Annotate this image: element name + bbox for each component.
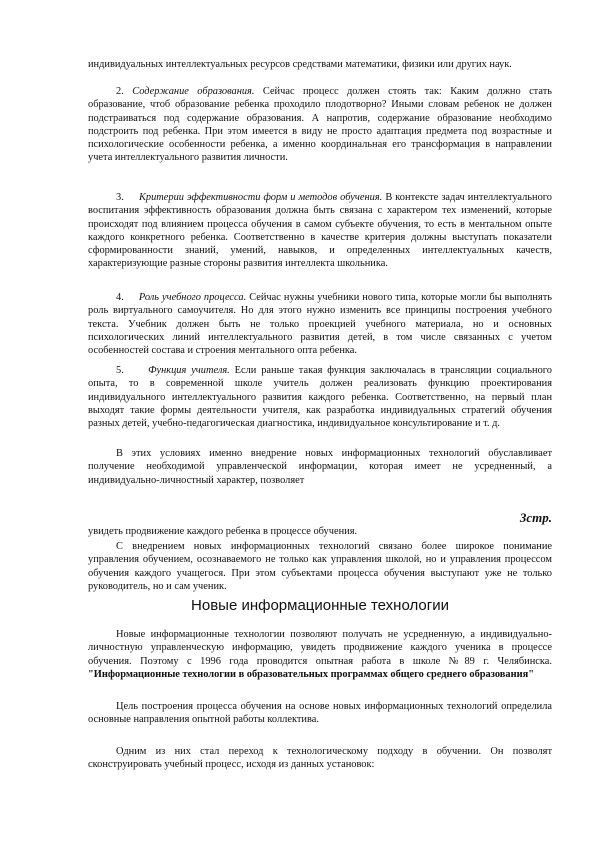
item-number: 3.: [116, 192, 124, 203]
item-number: 2.: [116, 86, 124, 97]
item-text: Сейчас нужны учебники нового типа, которые могли бы выполнять роль виртуального самоучителя. Но для этого нужно изменить все принципы построения учебного текста. Учебник должен быть не только проекцией учебного материала, но и основных психологических линий интеллектуального развития детей, в том числе связанных с учетом особенностей состава и строения ментального опта ребенка.: [88, 292, 552, 357]
item-title: Содержание образования.: [132, 86, 255, 97]
item-title: Функция учителя.: [148, 365, 230, 376]
item-text: Сейчас процесс должен стоять так: Каким должно стать образование, чтоб образование ребенка проходило плодотворно? Иными словам ребенок не должен подстраиваться под содержание образования. А напротив, содержание образование необходимо подстроить под ребенка. При этом имеется в виду не просто адаптация предмета под возрастные и психологические особенности ребенка, а именно координальная его трансформация в направлении учета интеллектуального развития личности.: [88, 86, 552, 164]
item-title: Роль учебного процесса.: [138, 292, 247, 303]
paragraph-approach: Одним из них стал переход к технологическому подходу в обучении. Он позволят сконструировать учебный процесс, исходя из данных установок:: [88, 746, 552, 771]
paragraph-conditions: В этих условиях именно внедрение новых информационных технологий обуславливает получение необходимой управленческой информации, которая имеет не усредненный, а индивидуально-личностный характер, позволяет: [88, 448, 552, 486]
paragraph-goal: Цель построения процесса обучения на основе новых информационных технологий определила основные направления опытной работы коллектива.: [88, 701, 552, 726]
list-item-content: [88, 85, 552, 165]
list-item-criteria: [88, 191, 552, 271]
paragraph-intro: индивидуальных интеллектуальных ресурсов средствами математики, физики или других наук.: [88, 59, 512, 70]
program-title: "Информационные технологии в образовательных программах общего среднего образования": [88, 668, 534, 680]
paragraph-text: Новые информационные технологии позволяют получать не усредненную, а индивидуально-личностную управленческую информацию, увидеть продвижение каждого ученика в процессе обучения. Поэтому с 1996 года проводится опытная работа в школе №89 г. Челябинска.: [88, 629, 552, 667]
paragraph-continuation: увидеть продвижение каждого ребенка в процессе обучения.: [88, 526, 358, 537]
section-heading: Новые информационные технологии: [191, 597, 449, 614]
list-item-teacher: [88, 364, 552, 430]
item-number: 4.: [116, 292, 124, 303]
list-item-process: [88, 291, 552, 357]
item-title: Критерии эффективности форм и методов обучения.: [139, 192, 383, 203]
paragraph-management: С внедрением новых информационных технологий связано более широкое понимание управления обучением, осознаваемого не только как управления школой, но и управления процессом обучения каждого учащегося. При этом субъектами процесса обучения выступают уже не только руководитель, но и сам ученик.: [88, 541, 552, 592]
item-number: 5.: [116, 365, 124, 376]
paragraph-new-tech: [88, 628, 552, 681]
item-text: В контексте задач интеллектуального воспитания эффективность образования должна быть связана с характером тех изменений, которые происходят под влиянием процесса обучения в самом субъекте обучения, то есть в ментальном опыте каждого конкретного ребенка. Соответственно в качестве критерия должны выступать показатели сформированности знаний, умений, навыков, и определенных интеллектуальных качеств, характеризующие разные стороны развития интеллекта школьника.: [88, 192, 552, 270]
item-text: Если раньше такая функция заключалась в трансляции социального опыта, то в современной школе учитель должен реализовать функцию проектирования индивидуального интеллектуального развития каждого ребенка. Соответственно, на первый план выходят такие формы деятельности учителя, как разработка индивидуальных стратегий обучения разных детей, учебно-педагогическая диагностика, индивидуальное консультирование и т. д.: [88, 365, 552, 430]
page-number: 3стр.: [519, 510, 552, 525]
